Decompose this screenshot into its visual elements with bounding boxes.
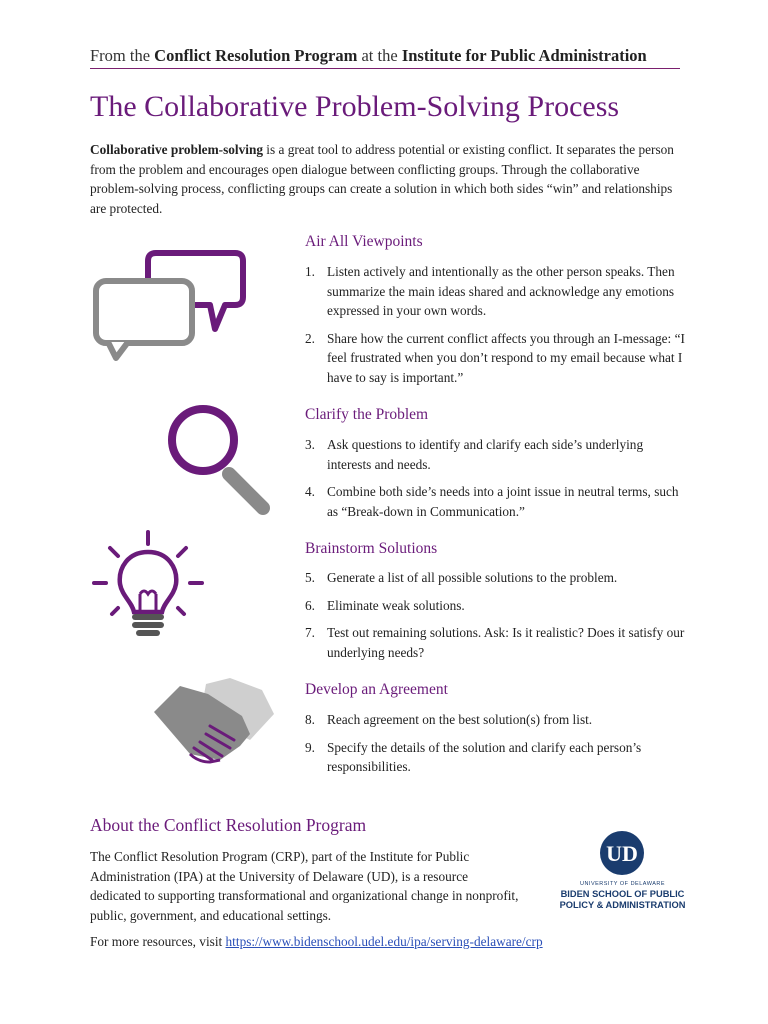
step-number: 2. — [305, 330, 315, 346]
about-paragraph: The Conflict Resolution Program (CRP), part of the Institute for Public Administration (IPA) at the University of Delaware (UD), is a resource dedicated to supporting transformational and organizational change in nonprofit, public, government, and educational settings. — [90, 849, 519, 923]
list-item — [305, 262, 685, 321]
list-item — [305, 738, 685, 777]
section-heading-develop-agreement: Develop an Agreement — [305, 681, 448, 698]
header-line — [90, 46, 680, 66]
logo-monogram: UD — [606, 841, 638, 866]
list-item — [305, 710, 685, 730]
step-text: Specify the details of the solution and clarify each person’s responsibilities. — [327, 739, 642, 774]
step-number: 4. — [305, 484, 315, 499]
step-text: Generate a list of all possible solutions to the problem. — [327, 570, 618, 585]
intro-paragraph — [90, 140, 680, 218]
step-number: 9. — [305, 739, 315, 755]
header-program: Conflict Resolution Program — [154, 46, 358, 65]
steps-list-air-viewpoints — [305, 262, 685, 395]
magnifying-glass-icon — [165, 402, 275, 517]
step-number: 1. — [305, 264, 315, 279]
lightbulb-icon — [88, 528, 208, 643]
section-heading-air-viewpoints: Air All Viewpoints — [305, 233, 423, 250]
intro-lead: Collaborative problem-solving — [90, 142, 263, 157]
step-text: Ask questions to identify and clarify each side’s underlying interests and needs. — [327, 437, 644, 472]
step-number: 6. — [305, 597, 315, 613]
step-text: Combine both side’s needs into a joint issue in neutral terms, such as “Break-down in Communication.” — [327, 484, 679, 519]
logo-school-line1: BIDEN SCHOOL OF PUBLIC — [560, 889, 685, 899]
section-heading-clarify-problem: Clarify the Problem — [305, 406, 429, 423]
logo-university-name: UNIVERSITY OF DELAWARE — [579, 881, 666, 887]
list-item — [305, 482, 685, 521]
ud-seal-icon — [555, 829, 690, 881]
step-text: Eliminate weak solutions. — [327, 597, 465, 613]
list-item — [305, 623, 685, 662]
step-text: Share how the current conflict affects you through an I-message: “I feel frustrated when you don’t respond to my email because what I have to say is important.” — [327, 330, 685, 385]
section-heading-brainstorm-solutions: Brainstorm Solutions — [305, 540, 438, 557]
header-divider — [90, 68, 680, 69]
steps-list-clarify-problem — [305, 435, 685, 529]
header-institute: Institute for Public Administration — [401, 46, 647, 65]
resources-line — [90, 934, 690, 950]
intro-rest: is a great tool to address potential or existing conflict. It separates the person from the problem and encourages open dialogue between conflicting groups. Through the collaborative problem-solving process, conflicting groups can create a solution in which both sides “win” and relationships are protected. — [90, 142, 674, 216]
step-text: Reach agreement on the best solution(s) from list. — [327, 712, 593, 727]
step-number: 8. — [305, 712, 315, 727]
about-heading: About the Conflict Resolution Program — [90, 815, 367, 835]
logo-school-name — [555, 889, 690, 911]
step-text: Test out remaining solutions. Ask: Is it realistic? Does it satisfy our underlying needs? — [327, 625, 685, 660]
list-item — [305, 568, 685, 588]
step-number: 7. — [305, 625, 315, 640]
steps-list-brainstorm-solutions — [305, 568, 685, 670]
university-logo — [555, 829, 690, 914]
list-item — [305, 596, 685, 616]
steps-list-develop-agreement — [305, 710, 685, 785]
resources-link[interactable]: https://www.bidenschool.udel.edu/ipa/serving-delaware/crp — [225, 934, 543, 949]
header-from: From the — [90, 46, 151, 65]
speech-bubbles-icon — [90, 245, 250, 365]
page-title: The Collaborative Problem-Solving Process — [90, 90, 620, 123]
list-item — [305, 435, 685, 474]
step-number: 3. — [305, 437, 315, 452]
step-number: 5. — [305, 570, 315, 585]
step-text: Listen actively and intentionally as the other person speaks. Then summarize the main ideas shared and acknowledge any emotions expressed in your own words. — [327, 264, 675, 318]
logo-school-line2: POLICY & ADMINISTRATION — [559, 900, 686, 910]
header-at: at the — [361, 46, 398, 65]
list-item — [305, 329, 685, 388]
handshake-icon — [150, 670, 280, 770]
resources-label: For more resources, visit — [90, 934, 226, 949]
